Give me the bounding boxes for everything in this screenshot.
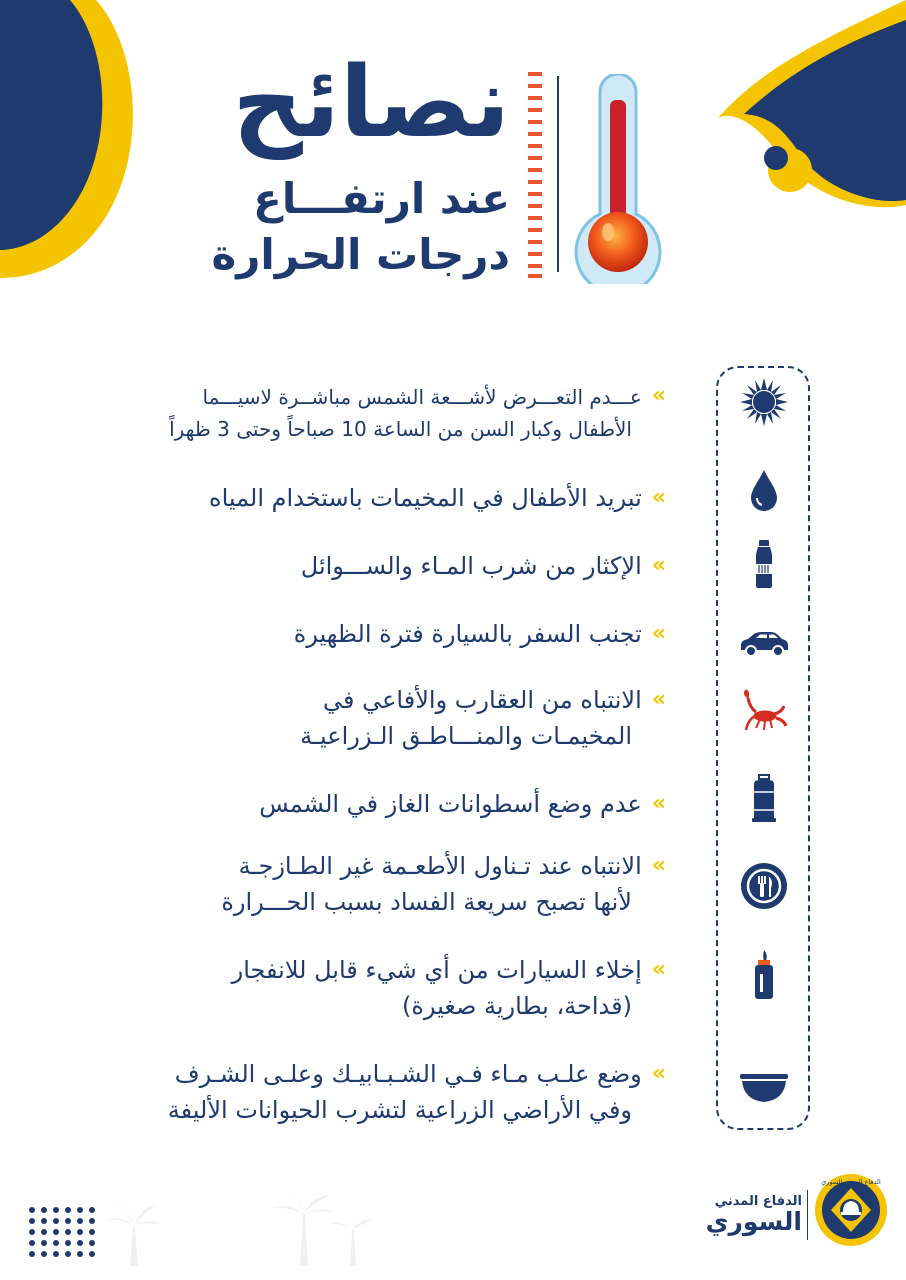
lighter-icon — [738, 948, 790, 1000]
scorpion-icon — [738, 686, 790, 738]
chevron-icon: » — [651, 853, 666, 878]
plate-cutlery-icon — [738, 860, 790, 912]
tip-item-water-bowls — [168, 1056, 666, 1128]
tip-item-sun — [169, 380, 666, 445]
org-name-small: الدفاع المدني — [714, 1194, 802, 1209]
tip-text: وفي الأراضي الزراعية لتشرب الحيوانات الأليفة — [167, 1096, 632, 1124]
chevron-icon: » — [651, 485, 666, 510]
logo-divider — [807, 1190, 808, 1240]
page-subtitle-line2: درجات الحرارة — [211, 230, 510, 279]
tip-item-scorpions — [300, 682, 666, 754]
tip-text: المخيمـات والمنـــاطـق الـزراعيـة — [300, 722, 632, 750]
page-subtitle-line1: عند ارتفـــاع — [253, 174, 510, 223]
page-title: نصائح — [232, 46, 510, 160]
tip-text: الانتباه من العقارب والأفاعي في — [323, 686, 642, 714]
tip-item-car-travel — [294, 616, 666, 652]
tip-text: عدم وضع أسطوانات الغاز في الشمس — [259, 790, 642, 818]
tip-text: وضع علـب مـاء فـي الشـبـابيـك وعلـى الشـرف — [174, 1060, 642, 1088]
tip-text: تبريد الأطفال في المخيمات باستخدام المياه — [209, 484, 642, 512]
tip-item-explosives — [232, 952, 666, 1024]
chevron-icon: » — [651, 957, 666, 982]
tip-text: إخلاء السيارات من أي شيء قابل للانفجار — [231, 956, 642, 984]
civil-defence-emblem — [813, 1164, 889, 1256]
car-icon — [738, 616, 790, 668]
palm-trees-decoration — [100, 1196, 460, 1266]
water-bowl-icon — [738, 1062, 790, 1114]
sun-icon — [738, 376, 790, 428]
tip-text: عـــدم التعـــرض لأشـــعة الشمس مباشــرة لاسيـــما — [202, 385, 642, 409]
tip-item-gas — [259, 786, 666, 822]
gas-cylinder-icon — [738, 772, 790, 824]
thermometer-scale — [528, 72, 542, 278]
tip-text: الانتباه عند تـناول الأطعـمة غير الطـازجـة — [238, 852, 642, 880]
tip-text: الأطفال وكبار السن من الساعة 10 صباحاً وحتى 3 ظهراً — [169, 417, 632, 441]
thermometer-icon — [572, 74, 664, 284]
tip-text: لأنها تصبح سريعة الفساد بسبب الحـــرارة — [221, 888, 632, 916]
chevron-icon: » — [651, 621, 666, 646]
chevron-icon: » — [651, 383, 666, 408]
emblem-text: الدفاع المدني السوري — [821, 1178, 881, 1186]
tip-text: الإكثار من شرب المـاء والســـوائل — [300, 552, 642, 580]
chevron-icon: » — [651, 791, 666, 816]
tip-item-food — [221, 848, 666, 920]
org-name-main: السوري — [705, 1207, 802, 1236]
chevron-icon: » — [651, 687, 666, 712]
dot-pattern — [28, 1206, 98, 1258]
tip-item-cooling — [209, 480, 666, 516]
tip-text: (قداحة، بطارية صغيرة) — [401, 992, 632, 1020]
header-divider — [557, 76, 559, 272]
water-bottle-icon — [738, 538, 790, 590]
chevron-icon: » — [651, 1061, 666, 1086]
tip-text: تجنب السفر بالسيارة فترة الظهيرة — [293, 620, 642, 648]
tip-item-drinking — [301, 548, 666, 584]
chevron-icon: » — [651, 553, 666, 578]
water-drop-icon — [738, 464, 790, 516]
